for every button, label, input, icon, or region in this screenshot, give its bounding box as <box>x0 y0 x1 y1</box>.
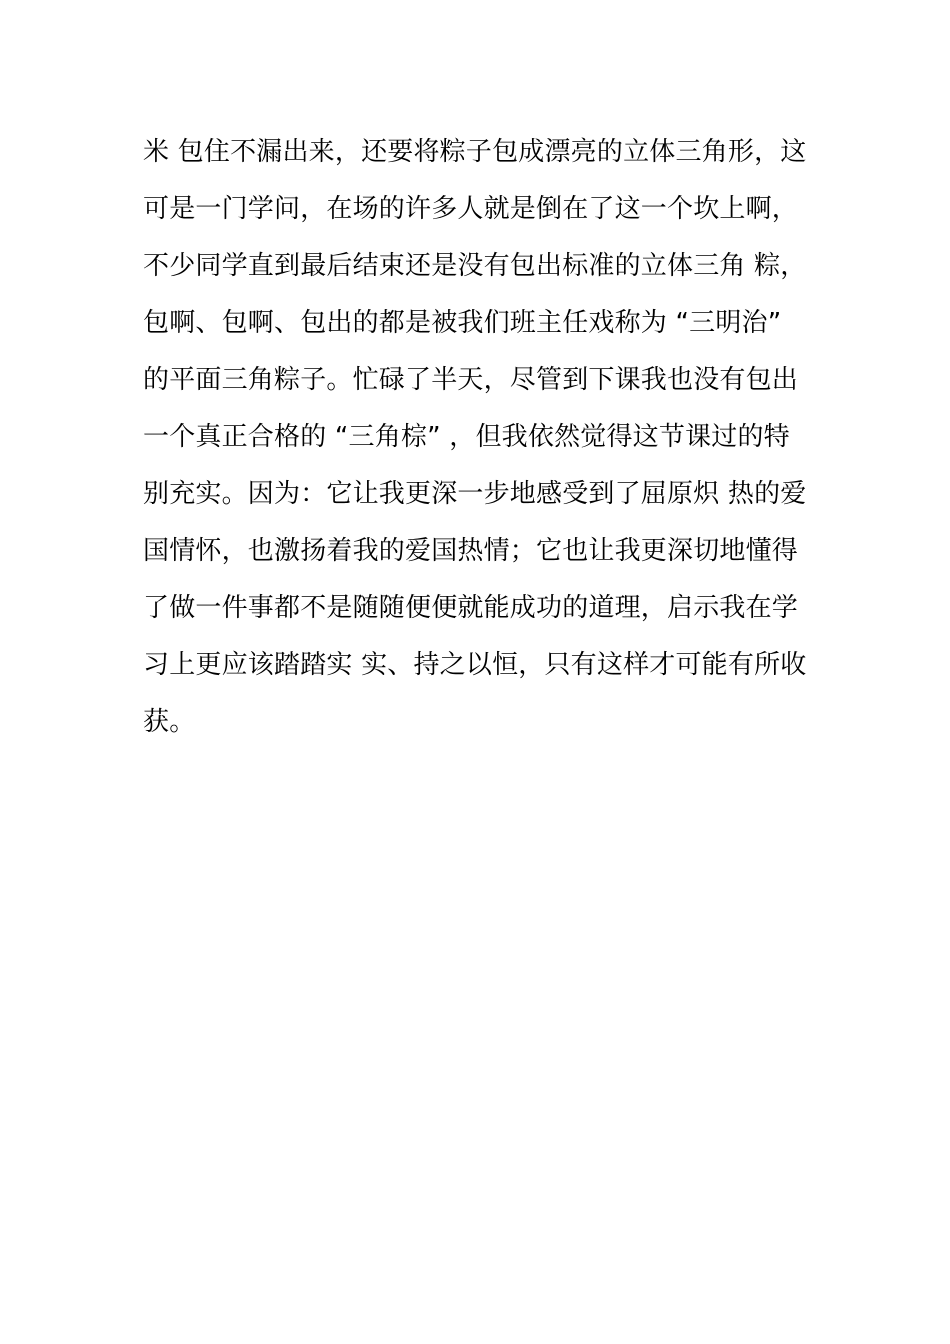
text-line: 别充实。因为：它让我更深一步地感受到了屈原炽 热的爱 <box>143 479 807 509</box>
text-line: 可是一门学问，在场的许多人就是倒在了这一个坎上啊， <box>143 194 799 224</box>
text-line: 的平面三角粽子。忙碌了半天，尽管到下课我也没有包出 <box>143 365 799 395</box>
text-line: 不少同学直到最后结束还是没有包出标准的立体三角 粽， <box>143 251 807 281</box>
text-line: 米 包住不漏出来，还要将粽子包成漂亮的立体三角形，这 <box>143 137 807 167</box>
text-line: 获。 <box>143 707 196 737</box>
text-line: 国情怀，也激扬着我的爱国热情；它也让我更深切地懂得 <box>143 536 799 566</box>
text-line: 包啊、包啊、包出的都是被我们班主任戏称为 “三明治” <box>143 308 782 338</box>
text-line: 了做一件事都不是随随便便就能成功的道理，启示我在学 <box>143 593 799 623</box>
text-line: 习上更应该踏踏实 实、持之以恒，只有这样才可能有所收 <box>143 650 807 680</box>
text-line: 一个真正合格的 “三角棕” ，但我依然觉得这节课过的特 <box>143 422 790 452</box>
body-paragraph <box>143 124 823 751</box>
